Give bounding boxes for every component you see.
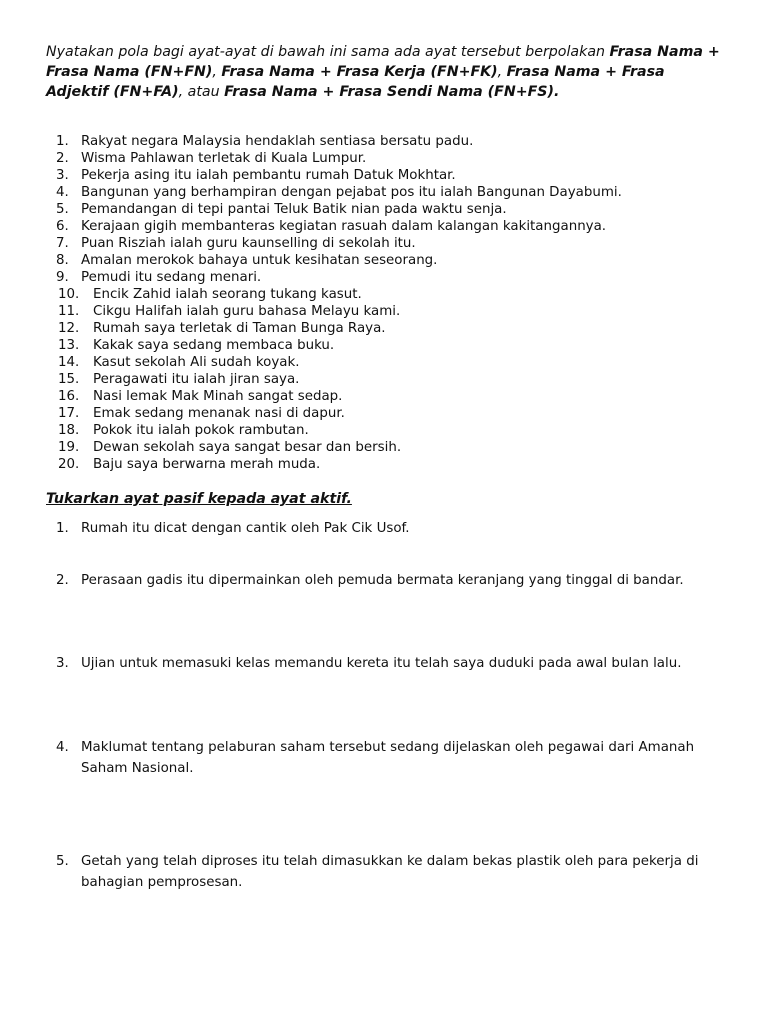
item-text: Wisma Pahlawan terletak di Kuala Lumpur. (81, 151, 367, 166)
item-number: 20. (58, 457, 80, 472)
list-item (0, 184, 768, 201)
item-number: 4. (56, 185, 69, 200)
question-number: 1. (56, 521, 69, 536)
list-item (0, 320, 768, 337)
list-item (0, 371, 768, 388)
list-item (0, 133, 768, 150)
pattern-fn-fn: Frasa Nama + Frasa Nama (FN+FN) (46, 44, 720, 80)
item-number: 12. (58, 321, 80, 336)
list-item (0, 150, 768, 167)
instruction-paragraph (46, 42, 726, 102)
section-heading: Tukarkan ayat pasif kepada ayat aktif. (46, 491, 352, 507)
item-text: Kakak saya sedang membaca buku. (93, 338, 335, 353)
item-number: 8. (56, 253, 69, 268)
question-number: 5. (56, 854, 69, 869)
instruction-separator: , (212, 64, 222, 80)
item-text: Rakyat negara Malaysia hendaklah sentiasa bersatu padu. (81, 134, 474, 149)
list-item (0, 354, 768, 371)
question-number: 2. (56, 573, 69, 588)
item-number: 16. (58, 389, 80, 404)
item-text: Baju saya berwarna merah muda. (93, 457, 321, 472)
list-item (0, 286, 768, 303)
list-item (0, 218, 768, 235)
item-number: 5. (56, 202, 69, 217)
item-number: 18. (58, 423, 80, 438)
question-number: 4. (56, 740, 69, 755)
item-number: 13. (58, 338, 80, 353)
question-number: 3. (56, 656, 69, 671)
item-number: 9. (56, 270, 69, 285)
item-number: 19. (58, 440, 80, 455)
instruction-separator: , atau (178, 84, 225, 100)
list-item (0, 439, 768, 456)
pattern-fn-fk: Frasa Nama + Frasa Kerja (FN+FK) (221, 64, 498, 80)
question-text: Getah yang telah diproses itu telah dimasukkan ke dalam bekas plastik oleh para pekerja di bahagian pemprosesan. (81, 854, 699, 890)
item-text: Pemudi itu sedang menari. (81, 270, 262, 285)
list-item (0, 405, 768, 422)
item-number: 17. (58, 406, 80, 421)
item-text: Encik Zahid ialah seorang tukang kasut. (93, 287, 362, 302)
question-text: Perasaan gadis itu dipermainkan oleh pemuda bermata keranjang yang tinggal di bandar. (81, 573, 684, 588)
item-text: Pemandangan di tepi pantai Teluk Batik nian pada waktu senja. (81, 202, 507, 217)
item-text: Kasut sekolah Ali sudah koyak. (93, 355, 300, 370)
item-text: Peragawati itu ialah jiran saya. (93, 372, 300, 387)
item-text: Rumah saya terletak di Taman Bunga Raya. (93, 321, 386, 336)
item-number: 2. (56, 151, 69, 166)
sentence-list (0, 133, 768, 473)
item-number: 11. (58, 304, 80, 319)
item-text: Kerajaan gigih membanteras kegiatan rasuah dalam kalangan kakitangannya. (81, 219, 607, 234)
item-number: 6. (56, 219, 69, 234)
list-item (0, 269, 768, 286)
item-text: Amalan merokok bahaya untuk kesihatan seseorang. (81, 253, 438, 268)
item-number: 1. (56, 134, 69, 149)
list-item (0, 456, 768, 473)
instruction-separator: , (497, 64, 507, 80)
item-text: Dewan sekolah saya sangat besar dan bersih. (93, 440, 402, 455)
list-item (0, 388, 768, 405)
item-number: 15. (58, 372, 80, 387)
item-text: Pokok itu ialah pokok rambutan. (93, 423, 309, 438)
item-number: 7. (56, 236, 69, 251)
item-number: 10. (58, 287, 80, 302)
item-text: Cikgu Halifah ialah guru bahasa Melayu kami. (93, 304, 401, 319)
pattern-fn-fs: Frasa Nama + Frasa Sendi Nama (FN+FS) (224, 84, 554, 100)
item-number: 3. (56, 168, 69, 183)
question-text: Ujian untuk memasuki kelas memandu kereta itu telah saya duduki pada awal bulan lalu. (81, 656, 682, 671)
instruction-intro: Nyatakan pola bagi ayat-ayat di bawah ini sama ada ayat tersebut berpolakan (46, 44, 610, 60)
item-text: Emak sedang menanak nasi di dapur. (93, 406, 345, 421)
instruction-end: . (554, 84, 560, 100)
list-item (0, 167, 768, 184)
question-text: Rumah itu dicat dengan cantik oleh Pak Cik Usof. (81, 521, 410, 536)
pattern-fn-fa: Frasa Nama + Frasa Adjektif (FN+FA) (46, 64, 665, 100)
item-text: Bangunan yang berhampiran dengan pejabat pos itu ialah Bangunan Dayabumi. (81, 185, 622, 200)
item-text: Pekerja asing itu ialah pembantu rumah Datuk Mokhtar. (81, 168, 456, 183)
item-number: 14. (58, 355, 80, 370)
list-item (0, 422, 768, 439)
item-text: Puan Risziah ialah guru kaunselling di sekolah itu. (81, 236, 416, 251)
list-item (0, 303, 768, 320)
item-text: Nasi lemak Mak Minah sangat sedap. (93, 389, 343, 404)
list-item (0, 337, 768, 354)
question-text: Maklumat tentang pelaburan saham tersebut sedang dijelaskan oleh pegawai dari Amanah Saham Nasional. (81, 740, 695, 776)
list-item (0, 235, 768, 252)
list-item (0, 252, 768, 269)
list-item (0, 201, 768, 218)
